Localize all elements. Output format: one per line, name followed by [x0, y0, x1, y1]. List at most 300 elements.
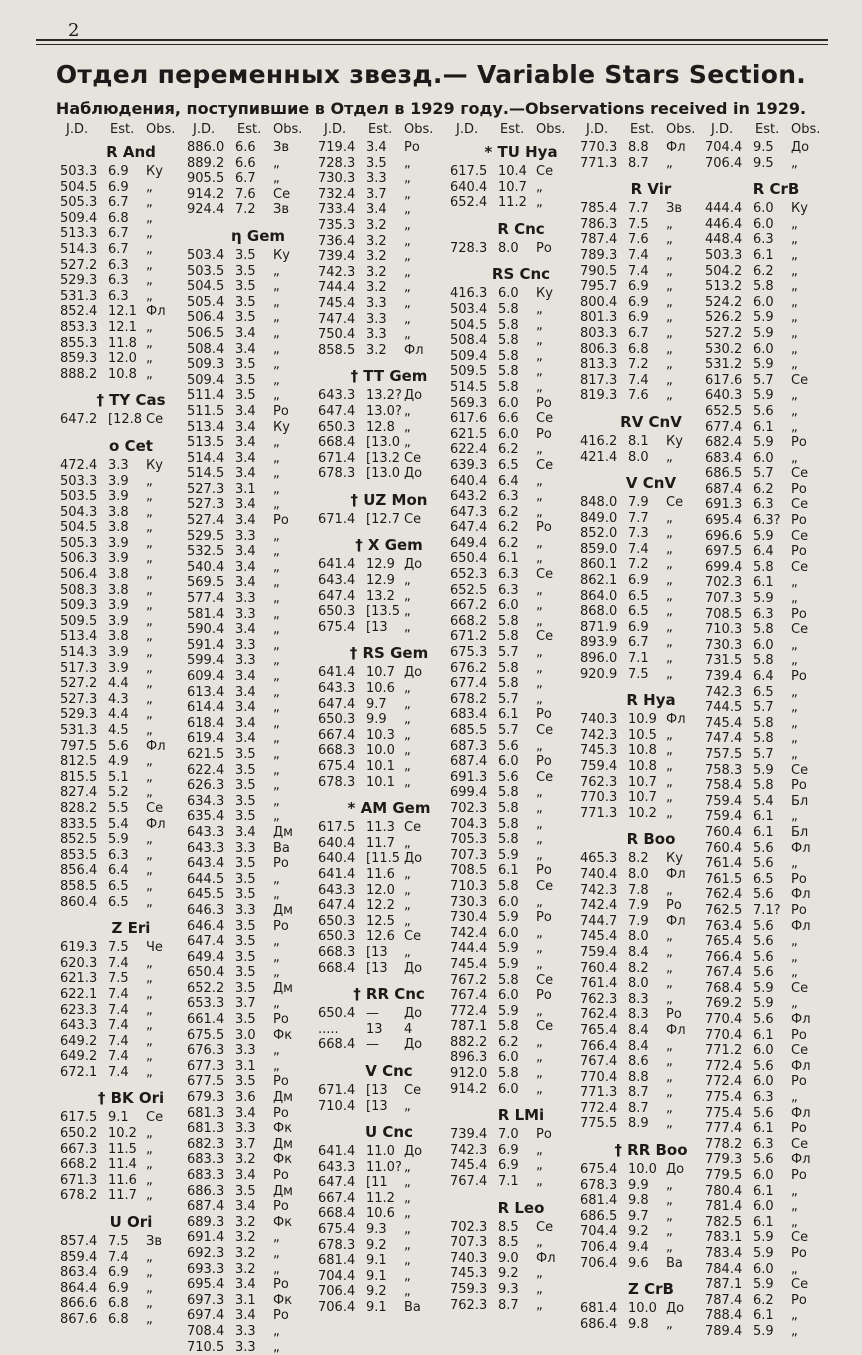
observer-code: До — [404, 388, 423, 404]
observation-row — [318, 961, 460, 977]
estimate-value: 9.7 — [366, 696, 387, 712]
estimate-value: 7.7 — [628, 201, 649, 217]
jd-value: 504.5 — [60, 179, 98, 195]
estimate-value: 6.3 — [498, 582, 519, 598]
observer-code: „ — [536, 535, 543, 551]
observer-code: „ — [146, 273, 153, 289]
observer-code: До — [666, 1162, 685, 1178]
observer-code: „ — [146, 847, 153, 863]
estimate-value: 3.3 — [235, 1323, 256, 1339]
observation-row — [705, 1106, 847, 1122]
observation-row — [60, 723, 202, 739]
estimate-value: 3.4 — [235, 325, 256, 341]
observer-code: „ — [666, 1069, 673, 1085]
star-section — [318, 641, 460, 790]
estimate-value: 5.1 — [108, 769, 129, 785]
observation-row — [187, 1293, 329, 1309]
jd-value: 416.2 — [580, 433, 618, 449]
observer-code: До — [666, 1301, 685, 1317]
observer-code: До — [404, 665, 423, 681]
observation-row — [318, 265, 460, 281]
jd-value: 652.5 — [705, 403, 743, 419]
estimate-value: 6.0 — [753, 637, 774, 653]
observation-row — [580, 357, 722, 373]
observation-row — [450, 1143, 592, 1159]
observer-code: „ — [146, 473, 153, 489]
observer-code: До — [404, 466, 423, 482]
observation-row — [60, 645, 202, 661]
observation-row — [187, 622, 329, 638]
estimate-value: 9.2 — [628, 1224, 649, 1240]
observation-row — [60, 520, 202, 536]
estimate-value: 3.3 — [235, 1043, 256, 1059]
estimate-value: 6.2 — [498, 442, 519, 458]
estimate-value: 10.2 — [108, 1126, 137, 1142]
estimate-value: 6.1 — [753, 1308, 774, 1324]
jd-value: 503.4 — [450, 301, 488, 317]
estimate-value: 5.8 — [498, 785, 519, 801]
jd-value: 647.4 — [450, 520, 488, 536]
observation-row — [187, 513, 329, 529]
jd-value: 858.5 — [318, 342, 356, 358]
observer-code: Фл — [146, 738, 166, 754]
estimate-value: 3.2 — [235, 1214, 256, 1230]
estimate-value: 5.2 — [108, 785, 129, 801]
observer-code: „ — [404, 1175, 411, 1191]
observation-row — [60, 458, 202, 474]
observer-code: „ — [536, 582, 543, 598]
observation-row — [187, 279, 329, 295]
jd-value: 649.2 — [60, 1033, 98, 1049]
observation-row — [187, 669, 329, 685]
jd-value: 924.4 — [187, 202, 225, 218]
observation-row — [450, 1298, 592, 1314]
observer-code: „ — [273, 1043, 280, 1059]
observer-code: „ — [666, 357, 673, 373]
observation-row — [318, 466, 460, 482]
jd-value: 472.4 — [60, 457, 98, 473]
jd-value: 517.3 — [60, 660, 98, 676]
estimate-value: 3.9 — [108, 473, 129, 489]
observer-code: „ — [146, 660, 153, 676]
estimate-value: 3.5 — [235, 980, 256, 996]
observer-code: „ — [666, 976, 673, 992]
observation-row — [318, 1222, 460, 1238]
jd-value: 527.4 — [187, 513, 225, 529]
estimate-value: 3.4 — [235, 1168, 256, 1183]
estimate-value: 7.4 — [108, 1249, 129, 1265]
jd-value: 529.3 — [60, 273, 98, 289]
observer-code: „ — [666, 759, 673, 774]
jd-value: 681.3 — [187, 1105, 225, 1121]
jd-value: 770.3 — [580, 790, 618, 806]
jd-value: 893.9 — [580, 635, 618, 651]
observation-row — [187, 575, 329, 591]
estimate-value: 5.9 — [753, 310, 774, 326]
observation-row — [580, 1209, 722, 1225]
jd-value: 858.5 — [60, 878, 98, 894]
observation-row — [187, 1199, 329, 1215]
observation-row — [60, 211, 202, 227]
estimate-value: 5.9 — [753, 1277, 774, 1293]
observation-row — [187, 841, 329, 857]
observer-code: Бл — [791, 793, 809, 809]
observer-code: „ — [404, 1253, 411, 1269]
observer-code: „ — [666, 449, 673, 465]
jd-value: 509.4 — [450, 348, 488, 364]
jd-value: 888.2 — [60, 366, 98, 382]
observer-code: „ — [791, 653, 798, 669]
observation-row — [705, 1262, 847, 1278]
observation-row — [187, 1090, 329, 1106]
observer-code: „ — [536, 1066, 543, 1082]
jd-value: 790.5 — [580, 263, 618, 279]
estimate-value: [13 — [366, 619, 388, 635]
jd-value: 614.4 — [187, 700, 225, 716]
observation-row — [60, 614, 202, 630]
observation-row — [187, 171, 329, 187]
observation-row — [187, 1215, 329, 1231]
observation-row — [705, 451, 847, 467]
estimate-value: 7.6 — [628, 388, 649, 404]
jd-value: 728.3 — [450, 240, 488, 256]
estimate-value: 3.9 — [108, 551, 129, 567]
observation-row — [580, 434, 722, 450]
estimate-value: 6.3 — [108, 273, 129, 289]
column-4 — [450, 122, 592, 1313]
observation-row — [450, 396, 592, 412]
jd-value: 710.5 — [187, 1339, 225, 1355]
estimate-value: 6.0 — [753, 1199, 774, 1215]
observation-row — [705, 310, 847, 326]
observation-row — [450, 380, 592, 396]
observer-code: „ — [666, 1085, 673, 1101]
observer-code: „ — [536, 195, 543, 211]
jd-value: 815.5 — [60, 769, 98, 785]
observer-code: Се — [791, 1043, 809, 1059]
observer-code: Фл — [791, 1058, 811, 1074]
observation-row — [187, 560, 329, 576]
observation-row — [187, 1106, 329, 1122]
observation-row — [580, 712, 722, 728]
estimate-value: 5.8 — [498, 333, 519, 349]
star-name: V CnV — [625, 474, 677, 493]
estimate-value: 5.8 — [498, 1066, 519, 1082]
observation-row — [450, 692, 592, 708]
observation-row — [187, 435, 329, 451]
observation-row — [187, 591, 329, 607]
observation-row — [187, 264, 329, 280]
observer-code: „ — [273, 809, 280, 825]
observer-code: „ — [146, 832, 153, 848]
jd-value: 508.4 — [450, 333, 488, 349]
jd-value: 643.3 — [318, 388, 356, 404]
jd-value: 503.5 — [60, 489, 98, 505]
observer-code: „ — [146, 1249, 153, 1265]
observation-row — [187, 996, 329, 1012]
jd-value: 786.3 — [580, 216, 618, 232]
estimate-value: 10.8 — [108, 366, 137, 382]
jd-value: 527.2 — [705, 325, 743, 341]
observer-code: „ — [666, 651, 673, 667]
observer-code: „ — [404, 217, 411, 233]
observation-row — [318, 1206, 460, 1222]
observer-code: Фл — [791, 1105, 811, 1121]
estimate-value: 3.3 — [366, 171, 387, 187]
estimate-value: 3.3 — [235, 840, 256, 856]
observer-code: „ — [273, 341, 280, 357]
jd-value: 853.5 — [60, 847, 98, 863]
observation-row — [318, 728, 460, 744]
observer-code: „ — [273, 294, 280, 310]
jd-value: 671.4 — [318, 450, 356, 466]
observation-row — [580, 851, 722, 867]
jd-value: 647.4 — [318, 588, 356, 604]
estimate-value: 5.9 — [753, 325, 774, 341]
jd-value: 681.4 — [318, 1253, 356, 1269]
jd-value: 652.2 — [187, 980, 225, 996]
observation-row — [580, 929, 722, 945]
observer-code: Се — [536, 457, 554, 473]
observation-row — [187, 295, 329, 311]
observation-row — [450, 1066, 592, 1082]
jd-value: 444.4 — [705, 201, 743, 217]
estimate-value: 3.4 — [366, 202, 387, 218]
observation-row — [187, 1340, 329, 1355]
observation-row — [450, 957, 592, 973]
observer-code: Ро — [536, 520, 552, 536]
observation-row — [705, 1121, 847, 1137]
jd-value: 742.4 — [580, 898, 618, 914]
observation-row — [580, 557, 722, 573]
observer-code: „ — [666, 1224, 673, 1240]
jd-value: 706.4 — [318, 1284, 356, 1300]
observation-row — [580, 1039, 722, 1055]
estimate-value: 5.8 — [498, 301, 519, 317]
estimate-value: 6.3 — [498, 567, 519, 583]
estimate-value: 8.0 — [628, 976, 649, 992]
jd-value: 735.3 — [318, 217, 356, 233]
jd-value: 514.5 — [187, 466, 225, 482]
observation-row — [705, 763, 847, 779]
observation-row — [450, 676, 592, 692]
page-number: 2 — [68, 20, 80, 41]
observation-row — [187, 388, 329, 404]
observer-code: „ — [404, 186, 411, 202]
jd-value: 509.5 — [60, 613, 98, 629]
observer-code: „ — [536, 1282, 543, 1297]
observer-code: Ро — [273, 918, 289, 934]
observer-code: „ — [146, 195, 153, 211]
jd-value: 759.4 — [705, 809, 743, 825]
estimate-value: 11.7 — [366, 835, 395, 851]
jd-value: 650.3 — [318, 913, 356, 929]
observation-row — [705, 638, 847, 654]
observation-row — [450, 817, 592, 833]
jd-value: 416.3 — [450, 286, 488, 302]
jd-value: 710.3 — [705, 622, 743, 638]
estimate-value: 3.7 — [235, 1136, 256, 1152]
observation-row — [187, 919, 329, 935]
observer-code: „ — [666, 790, 673, 806]
observer-code: „ — [404, 944, 411, 960]
jd-value: 781.4 — [705, 1199, 743, 1215]
estimate-value: 3.4 — [235, 700, 256, 716]
observer-code: „ — [404, 835, 411, 851]
column-6 — [705, 122, 847, 1340]
observation-row — [60, 956, 202, 972]
observation-row — [60, 770, 202, 786]
observation-row — [60, 801, 202, 817]
star-section — [580, 410, 722, 465]
estimate-value: 7.7 — [628, 510, 649, 526]
observation-row — [187, 1074, 329, 1090]
estimate-value: 7.0 — [498, 1127, 519, 1143]
observation-row — [705, 326, 847, 342]
jd-value: 513.4 — [60, 629, 98, 645]
observer-code: „ — [404, 727, 411, 743]
observer-code: Се — [404, 1082, 422, 1098]
observation-row — [60, 1142, 202, 1158]
estimate-value: 12.5 — [366, 913, 395, 929]
observation-row — [705, 794, 847, 810]
estimate-value: 5.6 — [753, 949, 774, 965]
observation-row — [705, 716, 847, 732]
estimate-value: 3.3 — [108, 457, 129, 473]
jd-value: 643.3 — [187, 824, 225, 840]
estimate-value: 9.1 — [366, 1268, 387, 1284]
observation-row — [705, 996, 847, 1012]
observation-row — [187, 965, 329, 981]
estimate-value: 3.3 — [235, 1121, 256, 1137]
observer-code: „ — [666, 1208, 673, 1224]
observer-code: „ — [536, 442, 543, 458]
jd-value: 679.3 — [187, 1090, 225, 1106]
observation-row — [318, 867, 460, 883]
jd-value: 529.5 — [187, 528, 225, 544]
jd-value: 640.4 — [450, 473, 488, 489]
observer-code: „ — [666, 1316, 673, 1332]
estimate-value: 6.9 — [628, 619, 649, 635]
jd-value: 706.4 — [318, 1300, 356, 1316]
observer-code: Ку — [666, 433, 683, 449]
estimate-value: 3.5 — [235, 1074, 256, 1090]
estimate-value: 7.2 — [628, 557, 649, 573]
estimate-value: 11.0? — [366, 1159, 402, 1175]
observation-row — [318, 1238, 460, 1254]
observer-code: „ — [146, 629, 153, 645]
estimate-value: [13.2 — [366, 450, 401, 466]
jd-value: 905.5 — [187, 171, 225, 187]
observer-code: Дм — [273, 1136, 293, 1152]
observation-row — [580, 279, 722, 295]
observer-code: Ро — [666, 898, 682, 914]
observation-row — [187, 747, 329, 763]
observation-row — [318, 1175, 460, 1191]
observer-code: „ — [791, 575, 798, 591]
estimate-value: 3.8 — [108, 629, 129, 645]
observer-code: „ — [791, 247, 798, 263]
star-section — [580, 1277, 722, 1332]
estimate-value: 3.9 — [108, 598, 129, 614]
observer-code: Ва — [404, 1300, 421, 1316]
observer-code: „ — [273, 887, 280, 903]
jd-value: 683.4 — [450, 707, 488, 723]
header-jd: J.D. — [586, 122, 609, 137]
estimate-value: 3.7 — [235, 996, 256, 1012]
observation-row — [187, 778, 329, 794]
observation-row — [450, 973, 592, 989]
jd-value: 504.5 — [60, 520, 98, 536]
jd-value: 687.4 — [450, 754, 488, 770]
observer-code: „ — [146, 894, 153, 910]
estimate-value: 6.9 — [108, 1280, 129, 1296]
observer-code: „ — [146, 1312, 153, 1327]
estimate-value: 11.6 — [366, 866, 395, 882]
observer-code: „ — [791, 1183, 798, 1199]
observation-row — [450, 505, 592, 521]
observation-row — [580, 295, 722, 311]
jd-value: 692.3 — [187, 1245, 225, 1261]
star-section — [318, 1120, 460, 1316]
estimate-value: 6.1 — [753, 1214, 774, 1230]
star-section — [60, 140, 202, 382]
jd-value: 896.0 — [580, 651, 618, 667]
header-est: Est. — [110, 122, 135, 137]
observation-row — [318, 312, 460, 328]
estimate-value: 3.4 — [235, 715, 256, 731]
observation-row — [318, 202, 460, 218]
estimate-value: 3.4 — [235, 513, 256, 529]
jd-value: 747.4 — [318, 311, 356, 327]
observer-code: „ — [536, 489, 543, 505]
jd-value: 860.1 — [580, 557, 618, 573]
jd-value: 505.4 — [187, 294, 225, 310]
observer-code: „ — [146, 955, 153, 971]
jd-value: 745.3 — [580, 743, 618, 759]
jd-value: 771.3 — [580, 155, 618, 171]
jd-value: 623.3 — [60, 1002, 98, 1018]
estimate-value: 5.6 — [108, 738, 129, 754]
observer-code: „ — [666, 263, 673, 279]
estimate-value: 8.0 — [628, 449, 649, 465]
jd-value: 760.4 — [705, 840, 743, 856]
jd-value: 668.2 — [450, 613, 488, 629]
estimate-value: 13.2 — [366, 588, 395, 604]
observer-code: Фл — [666, 913, 686, 929]
observation-row — [450, 1174, 592, 1190]
observer-code: Ро — [536, 707, 552, 723]
observer-code: Ро — [536, 395, 552, 411]
jd-value: 730.3 — [318, 171, 356, 187]
jd-value: 677.5 — [187, 1074, 225, 1090]
jd-value: 643.3 — [318, 882, 356, 898]
estimate-value: 11.7 — [108, 1188, 137, 1204]
observer-code: „ — [146, 288, 153, 304]
estimate-value: 3.6 — [235, 1090, 256, 1106]
observation-row — [580, 248, 722, 264]
jd-value: 675.3 — [450, 645, 488, 661]
observation-row — [187, 187, 329, 203]
observation-row — [450, 286, 592, 302]
observation-row — [60, 242, 202, 258]
estimate-value: 8.5 — [498, 1219, 519, 1235]
observation-row — [450, 241, 592, 257]
jd-value: 646.3 — [187, 902, 225, 918]
observation-row — [60, 895, 202, 911]
observation-row — [60, 164, 202, 180]
observation-row — [60, 1250, 202, 1266]
